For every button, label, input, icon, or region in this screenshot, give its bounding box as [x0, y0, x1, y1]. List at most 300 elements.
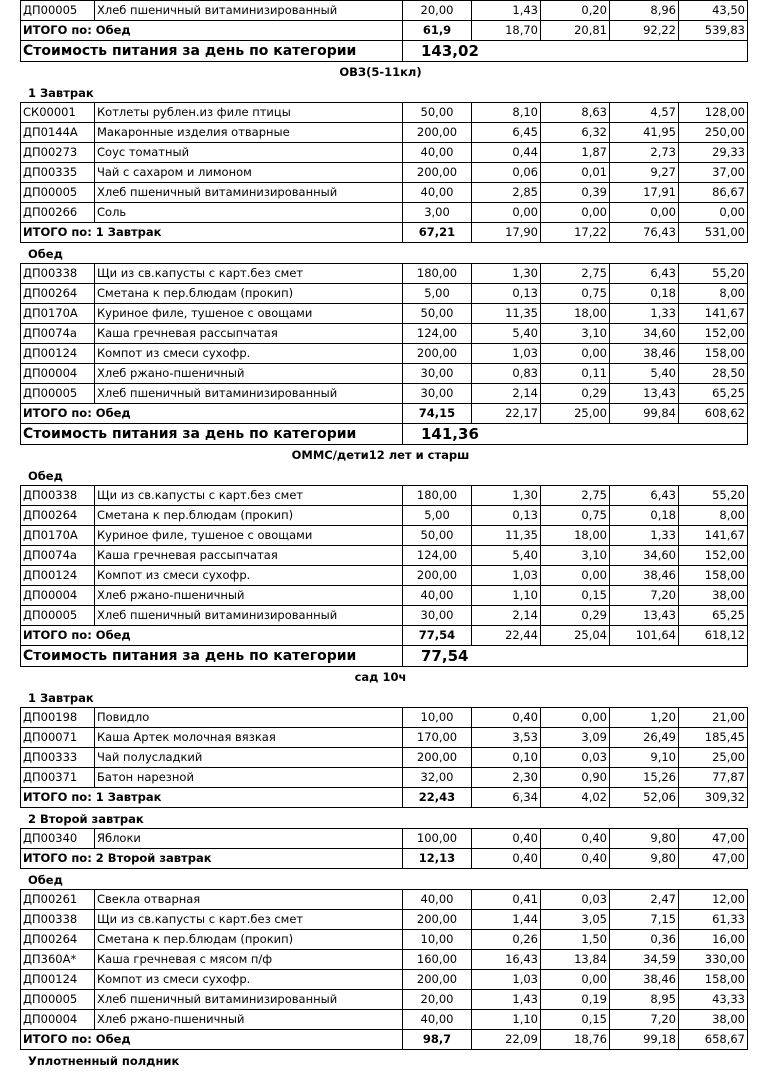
dish-fat: 0,19: [541, 990, 610, 1010]
dish-code: ДП00338: [21, 264, 95, 284]
dish-qty: 124,00: [403, 324, 472, 344]
dish-name: Чай с сахаром и лимоном: [95, 163, 403, 183]
dish-qty: 20,00: [403, 1, 472, 21]
category-title: ОВЗ(5-11кл): [339, 65, 422, 79]
dish-carbs: 6,43: [610, 486, 679, 506]
dish-code: ДП00005: [21, 990, 95, 1010]
dish-protein: 11,35: [472, 526, 541, 546]
dish-protein: 1,10: [472, 586, 541, 606]
total-price: 12,13: [403, 849, 472, 869]
dish-qty: 50,00: [403, 103, 472, 123]
dish-fat: 1,87: [541, 143, 610, 163]
dish-carbs: 0,00: [610, 203, 679, 223]
dish-protein: 5,40: [472, 546, 541, 566]
dish-fat: 3,10: [541, 324, 610, 344]
dish-kcal: 55,20: [679, 486, 748, 506]
dish-carbs: 17,91: [610, 183, 679, 203]
table-row: [21, 284, 748, 304]
dish-code: ДП00266: [21, 203, 95, 223]
dish-fat: 3,05: [541, 910, 610, 930]
dish-code: ДП0074а: [21, 546, 95, 566]
total-carbs: 99,84: [610, 404, 679, 424]
dish-protein: 2,14: [472, 384, 541, 404]
dish-fat: 0,11: [541, 364, 610, 384]
dish-protein: 0,10: [472, 748, 541, 768]
dish-code: ДП00264: [21, 506, 95, 526]
dish-fat: 13,84: [541, 950, 610, 970]
cost-row: [21, 41, 748, 62]
dish-kcal: 8,00: [679, 506, 748, 526]
dish-protein: 2,85: [472, 183, 541, 203]
cost-label: Стоимость питания за день по категории: [21, 424, 403, 445]
dish-protein: 0,13: [472, 284, 541, 304]
dish-kcal: 185,45: [679, 728, 748, 748]
dish-carbs: 34,60: [610, 324, 679, 344]
meal-title: Обед: [28, 469, 63, 483]
total-protein: 22,44: [472, 626, 541, 646]
total-kcal: 539,83: [679, 21, 748, 41]
dish-name: Компот из смеси сухофр.: [95, 970, 403, 990]
table-row: [21, 506, 748, 526]
table-row: [21, 163, 748, 183]
total-price: 74,15: [403, 404, 472, 424]
total-label: ИТОГО по: Обед: [21, 21, 403, 41]
dish-code: ДП0144А: [21, 123, 95, 143]
dish-carbs: 1,33: [610, 526, 679, 546]
dish-fat: 0,00: [541, 344, 610, 364]
dish-code: СК00001: [21, 103, 95, 123]
dish-protein: 8,10: [472, 103, 541, 123]
dish-qty: 30,00: [403, 364, 472, 384]
meal-title: Обед: [28, 873, 63, 887]
category-section: [20, 667, 745, 1070]
dish-fat: 0,75: [541, 284, 610, 304]
total-kcal: 618,12: [679, 626, 748, 646]
dish-fat: 18,00: [541, 304, 610, 324]
dish-kcal: 330,00: [679, 950, 748, 970]
table-row: [21, 829, 748, 849]
dish-qty: 5,00: [403, 284, 472, 304]
dish-fat: 2,75: [541, 264, 610, 284]
dish-name: Соус томатный: [95, 143, 403, 163]
total-row: [21, 788, 748, 808]
dish-name: Хлеб пшеничный витаминизированный: [95, 606, 403, 626]
total-row: [21, 626, 748, 646]
table-row: [21, 1010, 748, 1030]
dish-name: Хлеб пшеничный витаминизированный: [95, 183, 403, 203]
dish-fat: 0,40: [541, 829, 610, 849]
dish-name: Свекла отварная: [95, 890, 403, 910]
table-row: [21, 546, 748, 566]
dish-qty: 100,00: [403, 829, 472, 849]
dish-carbs: 34,59: [610, 950, 679, 970]
table-row: [21, 768, 748, 788]
table-row: [21, 970, 748, 990]
meal-title: 2 Второй завтрак: [28, 812, 144, 826]
dish-code: ДП00005: [21, 606, 95, 626]
total-label: ИТОГО по: 1 Завтрак: [21, 223, 403, 243]
table-row: [21, 910, 748, 930]
total-protein: 17,90: [472, 223, 541, 243]
dish-protein: 2,30: [472, 768, 541, 788]
table-row: [21, 950, 748, 970]
dish-name: Сметана к пер.блюдам (прокип): [95, 284, 403, 304]
dish-qty: 20,00: [403, 990, 472, 1010]
dish-fat: 18,00: [541, 526, 610, 546]
meal-table: [20, 707, 748, 808]
dish-qty: 200,00: [403, 123, 472, 143]
dish-code: ДП0170А: [21, 526, 95, 546]
table-row: [21, 344, 748, 364]
dish-name: Куриное филе, тушеное с овощами: [95, 526, 403, 546]
total-fat: 0,40: [541, 849, 610, 869]
total-price: 61,9: [403, 21, 472, 41]
dish-kcal: 37,00: [679, 163, 748, 183]
dish-kcal: 0,00: [679, 203, 748, 223]
dish-qty: 40,00: [403, 586, 472, 606]
total-protein: 22,09: [472, 1030, 541, 1050]
dish-carbs: 41,95: [610, 123, 679, 143]
dish-qty: 40,00: [403, 143, 472, 163]
dish-kcal: 250,00: [679, 123, 748, 143]
dish-carbs: 2,73: [610, 143, 679, 163]
total-kcal: 658,67: [679, 1030, 748, 1050]
dish-name: Хлеб пшеничный витаминизированный: [95, 1, 403, 21]
dish-qty: 40,00: [403, 183, 472, 203]
total-protein: 18,70: [472, 21, 541, 41]
dish-name: Куриное филе, тушеное с овощами: [95, 304, 403, 324]
meal-table: [20, 889, 748, 1050]
dish-protein: 6,45: [472, 123, 541, 143]
dish-qty: 200,00: [403, 970, 472, 990]
dish-fat: 8,63: [541, 103, 610, 123]
dish-name: Сметана к пер.блюдам (прокип): [95, 506, 403, 526]
total-row: [21, 223, 748, 243]
dish-carbs: 13,43: [610, 384, 679, 404]
dish-protein: 11,35: [472, 304, 541, 324]
dish-code: ДП00124: [21, 344, 95, 364]
cost-label: Стоимость питания за день по категории: [21, 646, 403, 667]
dish-name: Сметана к пер.блюдам (прокип): [95, 930, 403, 950]
dish-qty: 180,00: [403, 264, 472, 284]
dish-name: Щи из св.капусты с карт.без смет: [95, 486, 403, 506]
dish-kcal: 25,00: [679, 748, 748, 768]
dish-code: ДП00273: [21, 143, 95, 163]
meal-title: 1 Завтрак: [28, 86, 94, 100]
dish-name: Каша гречневая рассыпчатая: [95, 546, 403, 566]
dish-name: Хлеб ржано-пшеничный: [95, 364, 403, 384]
dish-name: Батон нарезной: [95, 768, 403, 788]
dish-qty: 10,00: [403, 708, 472, 728]
total-row: [21, 21, 748, 41]
dish-kcal: 29,33: [679, 143, 748, 163]
dish-fat: 0,39: [541, 183, 610, 203]
dish-code: ДП00004: [21, 364, 95, 384]
dish-fat: 0,20: [541, 1, 610, 21]
dish-carbs: 26,49: [610, 728, 679, 748]
dish-protein: 0,00: [472, 203, 541, 223]
total-fat: 25,00: [541, 404, 610, 424]
dish-qty: 10,00: [403, 930, 472, 950]
table-row: [21, 990, 748, 1010]
dish-protein: 1,43: [472, 1, 541, 21]
dish-code: ДП00340: [21, 829, 95, 849]
dish-name: Компот из смеси сухофр.: [95, 566, 403, 586]
dish-carbs: 4,57: [610, 103, 679, 123]
table-row: [21, 748, 748, 768]
dish-kcal: 38,00: [679, 586, 748, 606]
total-price: 77,54: [403, 626, 472, 646]
dish-carbs: 34,60: [610, 546, 679, 566]
dish-carbs: 9,27: [610, 163, 679, 183]
dish-protein: 0,13: [472, 506, 541, 526]
dish-protein: 1,43: [472, 990, 541, 1010]
total-price: 98,7: [403, 1030, 472, 1050]
dish-fat: 3,10: [541, 546, 610, 566]
table-row: [21, 123, 748, 143]
table-row: [21, 364, 748, 384]
dish-protein: 0,26: [472, 930, 541, 950]
dish-qty: 200,00: [403, 910, 472, 930]
category-title: сад 10ч: [354, 670, 407, 684]
dish-carbs: 13,43: [610, 606, 679, 626]
total-price: 22,43: [403, 788, 472, 808]
dish-fat: 0,29: [541, 606, 610, 626]
dish-qty: 50,00: [403, 304, 472, 324]
dish-carbs: 9,80: [610, 829, 679, 849]
dish-fat: 1,50: [541, 930, 610, 950]
dish-fat: 0,00: [541, 203, 610, 223]
dish-fat: 2,75: [541, 486, 610, 506]
top-block-table: [20, 0, 748, 62]
dish-qty: 30,00: [403, 384, 472, 404]
categories-container: [20, 62, 745, 1070]
dish-protein: 1,44: [472, 910, 541, 930]
table-row: [21, 103, 748, 123]
dish-carbs: 38,46: [610, 344, 679, 364]
dish-protein: 0,41: [472, 890, 541, 910]
dish-protein: 0,44: [472, 143, 541, 163]
dish-carbs: 7,15: [610, 910, 679, 930]
dish-kcal: 16,00: [679, 930, 748, 950]
dish-qty: 160,00: [403, 950, 472, 970]
table-row: [21, 1, 748, 21]
cost-row: [21, 424, 748, 445]
table-row: [21, 708, 748, 728]
dish-code: ДП00338: [21, 910, 95, 930]
dish-fat: 0,15: [541, 1010, 610, 1030]
total-carbs: 99,18: [610, 1030, 679, 1050]
dish-protein: 16,43: [472, 950, 541, 970]
dish-kcal: 128,00: [679, 103, 748, 123]
cost-label: Стоимость питания за день по категории: [21, 41, 403, 62]
total-label: ИТОГО по: 2 Второй завтрак: [21, 849, 403, 869]
dish-protein: 1,03: [472, 970, 541, 990]
dish-fat: 0,03: [541, 890, 610, 910]
cost-value: 143,02: [403, 41, 748, 62]
dish-carbs: 0,36: [610, 930, 679, 950]
dish-name: Соль: [95, 203, 403, 223]
total-carbs: 52,06: [610, 788, 679, 808]
dish-carbs: 15,26: [610, 768, 679, 788]
category-section: [20, 62, 745, 445]
dish-name: Щи из св.капусты с карт.без смет: [95, 264, 403, 284]
dish-protein: 1,10: [472, 1010, 541, 1030]
table-row: [21, 586, 748, 606]
dish-qty: 200,00: [403, 566, 472, 586]
dish-code: ДП00371: [21, 768, 95, 788]
dish-protein: 3,53: [472, 728, 541, 748]
dish-kcal: 86,67: [679, 183, 748, 203]
dish-qty: 3,00: [403, 203, 472, 223]
dish-qty: 30,00: [403, 606, 472, 626]
dish-code: ДП00261: [21, 890, 95, 910]
meal-table: [20, 828, 748, 869]
total-fat: 25,04: [541, 626, 610, 646]
dish-code: ДП00005: [21, 384, 95, 404]
dish-name: Макаронные изделия отварные: [95, 123, 403, 143]
dish-code: ДП00333: [21, 748, 95, 768]
total-row: [21, 1030, 748, 1050]
dish-carbs: 38,46: [610, 970, 679, 990]
cost-value: 141,36: [403, 424, 748, 445]
dish-code: ДП00264: [21, 930, 95, 950]
table-row: [21, 890, 748, 910]
total-carbs: 9,80: [610, 849, 679, 869]
dish-protein: 1,03: [472, 344, 541, 364]
table-row: [21, 324, 748, 344]
category-title: ОММС/дети12 лет и старш: [291, 448, 470, 462]
dish-fat: 0,00: [541, 970, 610, 990]
table-row: [21, 183, 748, 203]
total-fat: 18,76: [541, 1030, 610, 1050]
meal-title: 1 Завтрак: [28, 691, 94, 705]
dish-qty: 5,00: [403, 506, 472, 526]
dish-kcal: 77,87: [679, 768, 748, 788]
dish-qty: 200,00: [403, 748, 472, 768]
dish-name: Каша Артек молочная вязкая: [95, 728, 403, 748]
dish-qty: 32,00: [403, 768, 472, 788]
total-carbs: 101,64: [610, 626, 679, 646]
meal-table: [20, 263, 748, 445]
dish-code: ДП00124: [21, 970, 95, 990]
dish-carbs: 2,47: [610, 890, 679, 910]
dish-fat: 0,01: [541, 163, 610, 183]
dish-code: ДП0170А: [21, 304, 95, 324]
dish-name: Хлеб пшеничный витаминизированный: [95, 384, 403, 404]
dish-kcal: 152,00: [679, 546, 748, 566]
dish-qty: 200,00: [403, 344, 472, 364]
total-row: [21, 404, 748, 424]
dish-carbs: 0,18: [610, 506, 679, 526]
dish-name: Компот из смеси сухофр.: [95, 344, 403, 364]
dish-kcal: 38,00: [679, 1010, 748, 1030]
cost-row: [21, 646, 748, 667]
dish-kcal: 43,50: [679, 1, 748, 21]
dish-qty: 50,00: [403, 526, 472, 546]
total-protein: 0,40: [472, 849, 541, 869]
table-row: [21, 728, 748, 748]
dish-kcal: 28,50: [679, 364, 748, 384]
meal-title: Обед: [28, 247, 63, 261]
meal-title: Уплотненный полдник: [28, 1054, 180, 1068]
total-label: ИТОГО по: 1 Завтрак: [21, 788, 403, 808]
total-kcal: 47,00: [679, 849, 748, 869]
dish-kcal: 141,67: [679, 526, 748, 546]
dish-code: ДП00004: [21, 586, 95, 606]
dish-code: ДП00338: [21, 486, 95, 506]
table-row: [21, 606, 748, 626]
dish-fat: 0,29: [541, 384, 610, 404]
dish-name: Каша гречневая рассыпчатая: [95, 324, 403, 344]
table-row: [21, 930, 748, 950]
dish-qty: 40,00: [403, 1010, 472, 1030]
dish-fat: 6,32: [541, 123, 610, 143]
dish-carbs: 7,20: [610, 586, 679, 606]
total-carbs: 76,43: [610, 223, 679, 243]
dish-carbs: 6,43: [610, 264, 679, 284]
dish-carbs: 5,40: [610, 364, 679, 384]
dish-qty: 180,00: [403, 486, 472, 506]
dish-protein: 0,40: [472, 829, 541, 849]
total-protein: 22,17: [472, 404, 541, 424]
dish-protein: 0,06: [472, 163, 541, 183]
total-fat: 17,22: [541, 223, 610, 243]
dish-kcal: 158,00: [679, 970, 748, 990]
total-kcal: 531,00: [679, 223, 748, 243]
total-kcal: 608,62: [679, 404, 748, 424]
dish-fat: 3,09: [541, 728, 610, 748]
table-row: [21, 143, 748, 163]
dish-protein: 2,14: [472, 606, 541, 626]
dish-qty: 124,00: [403, 546, 472, 566]
table-row: [21, 384, 748, 404]
dish-carbs: 8,95: [610, 990, 679, 1010]
dish-code: ДП00004: [21, 1010, 95, 1030]
dish-kcal: 8,00: [679, 284, 748, 304]
dish-code: ДП00264: [21, 284, 95, 304]
total-row: [21, 849, 748, 869]
dish-name: Котлеты рублен.из филе птицы: [95, 103, 403, 123]
dish-protein: 5,40: [472, 324, 541, 344]
table-row: [21, 526, 748, 546]
total-kcal: 309,32: [679, 788, 748, 808]
dish-carbs: 38,46: [610, 566, 679, 586]
dish-kcal: 47,00: [679, 829, 748, 849]
dish-qty: 170,00: [403, 728, 472, 748]
dish-kcal: 43,33: [679, 990, 748, 1010]
category-section: [20, 445, 745, 667]
dish-kcal: 152,00: [679, 324, 748, 344]
total-fat: 4,02: [541, 788, 610, 808]
total-label: ИТОГО по: Обед: [21, 626, 403, 646]
dish-name: Повидло: [95, 708, 403, 728]
dish-code: ДП0074а: [21, 324, 95, 344]
table-row: [21, 203, 748, 223]
total-price: 67,21: [403, 223, 472, 243]
dish-kcal: 12,00: [679, 890, 748, 910]
dish-fat: 0,75: [541, 506, 610, 526]
dish-code: ДП00005: [21, 183, 95, 203]
dish-carbs: 9,10: [610, 748, 679, 768]
dish-code: ДП00198: [21, 708, 95, 728]
meal-table: [20, 485, 748, 667]
dish-name: Хлеб ржано-пшеничный: [95, 586, 403, 606]
dish-carbs: 7,20: [610, 1010, 679, 1030]
cost-value: 77,54: [403, 646, 748, 667]
dish-code: ДП360А*: [21, 950, 95, 970]
dish-kcal: 55,20: [679, 264, 748, 284]
